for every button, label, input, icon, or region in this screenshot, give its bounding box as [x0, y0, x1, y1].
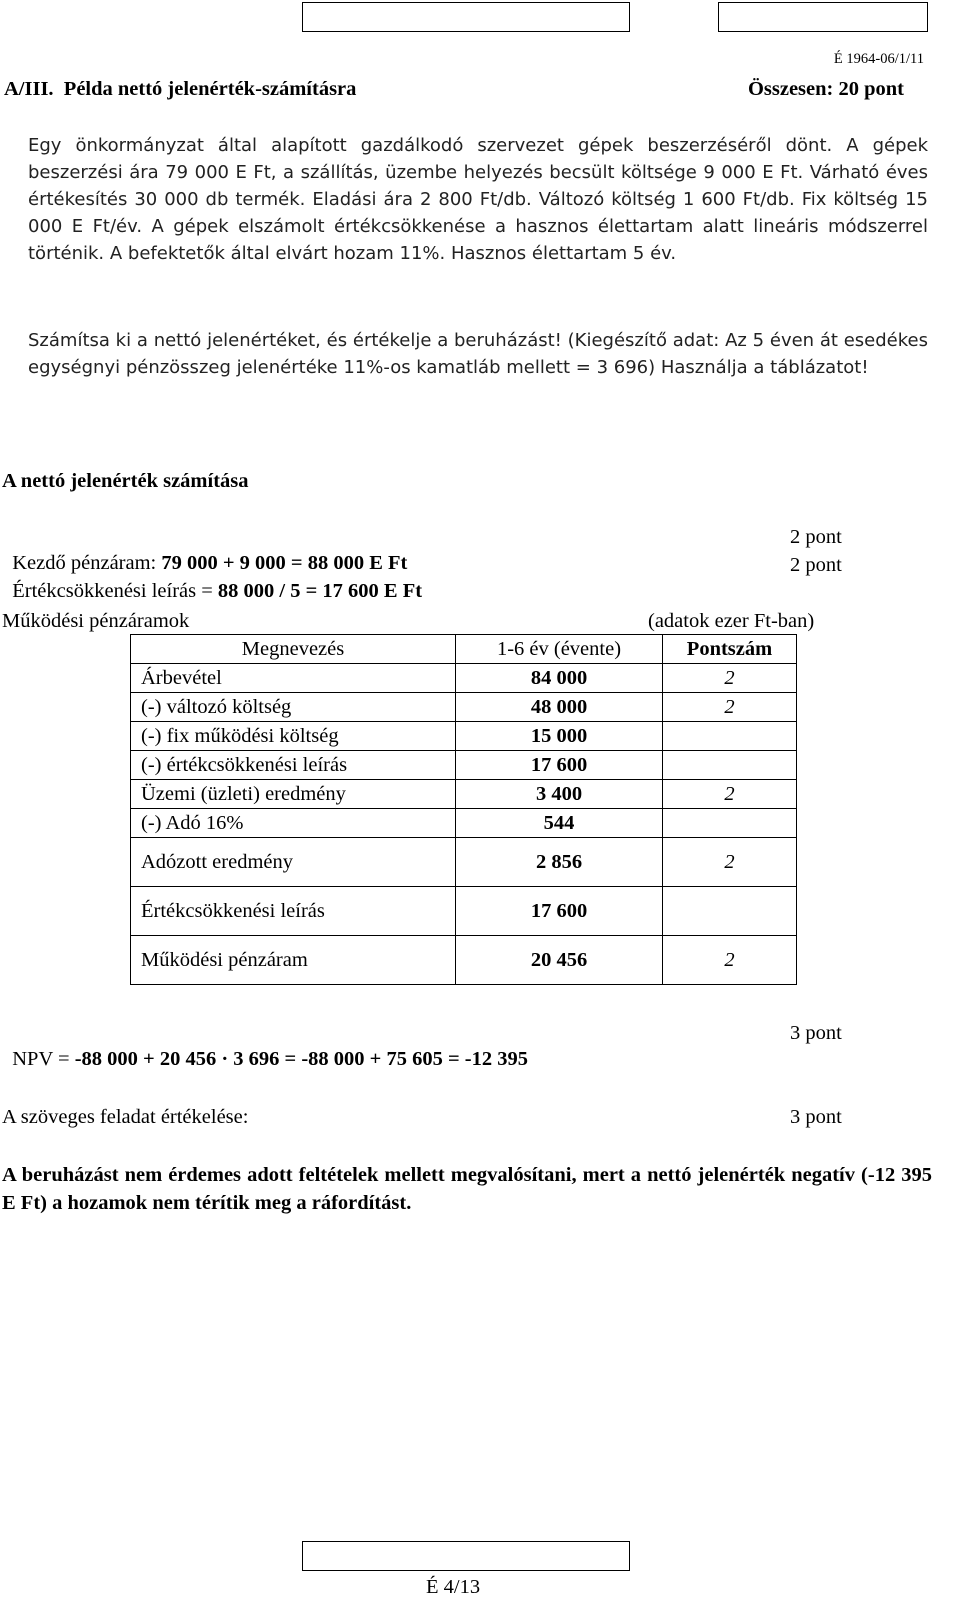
task-paragraph [28, 327, 928, 381]
row-value: 17 600 [456, 751, 663, 780]
depreciation-value: 88 000 / 5 = 17 600 E Ft [217, 580, 423, 602]
row-points: 2 [663, 780, 797, 809]
row-value: 3 400 [456, 780, 663, 809]
table-row [131, 809, 797, 838]
initial-cashflow-label: Kezdő pénzáram: [12, 552, 162, 574]
row-points [663, 722, 797, 751]
table-row [131, 664, 797, 693]
row-name: (-) fix működési költség [131, 722, 456, 751]
depreciation-line [2, 552, 422, 604]
npv-line [2, 1020, 528, 1072]
page-number: É 4/13 [426, 1576, 481, 1598]
row-name: Adózott eredmény [131, 838, 456, 887]
depreciation-label: Értékcsökkenési leírás = [12, 580, 218, 602]
operating-cashflow-table [130, 634, 797, 985]
footer-box [302, 1541, 630, 1571]
solution-heading: A nettó jelenérték számítása [2, 470, 249, 492]
problem-paragraph [28, 132, 928, 267]
row-name: Működési pénzáram [131, 936, 456, 985]
evaluation-label: A szöveges feladat értékelése: [2, 1106, 249, 1128]
task-text: Számítsa ki a nettó jelenértéket, és értékelje a beruházást! (Kiegészítő adat: Az 5 éven át esedékes egységnyi pénzösszeg jelenértéke 11%-os kamatláb mellett = 3 696) Használja a táblázatot! [28, 330, 928, 378]
table-header-row [131, 635, 797, 664]
row-value: 20 456 [456, 936, 663, 985]
operating-cashflows-label: Működési pénzáramok [2, 610, 190, 632]
row-value: 48 000 [456, 693, 663, 722]
evaluation-points: 3 pont [790, 1106, 842, 1128]
row-points: 2 [663, 838, 797, 887]
header-box-left [302, 2, 630, 32]
row-points [663, 887, 797, 936]
table-row [131, 936, 797, 985]
header-box-right [718, 2, 928, 32]
conclusion-text: A beruházást nem érdemes adott feltételek mellett megvalósítani, mert a nettó jelenérték negatív (-12 395 E Ft) a hozamok nem térítik meg a ráfordítást. [2, 1164, 932, 1214]
data-unit-note: (adatok ezer Ft-ban) [648, 610, 815, 632]
row-name: Üzemi (üzleti) eredmény [131, 780, 456, 809]
row-points: 2 [663, 664, 797, 693]
row-points: 2 [663, 936, 797, 985]
table-row [131, 722, 797, 751]
row-points [663, 751, 797, 780]
section-title: A/III. Példa nettó jelenérték-számításra [4, 78, 357, 100]
depreciation-points: 2 pont [790, 554, 842, 576]
row-points: 2 [663, 693, 797, 722]
table-row [131, 780, 797, 809]
row-name: (-) Adó 16% [131, 809, 456, 838]
row-name: (-) változó költség [131, 693, 456, 722]
row-name: (-) értékcsökkenési leírás [131, 751, 456, 780]
npv-value: -88 000 + 20 456 · 3 696 = -88 000 + 75 605 = -12 395 [74, 1048, 528, 1070]
row-value: 15 000 [456, 722, 663, 751]
row-value: 17 600 [456, 887, 663, 936]
table-row [131, 693, 797, 722]
total-points: Összesen: 20 pont [747, 78, 904, 100]
problem-text: Egy önkormányzat által alapított gazdálkodó szervezet gépek beszerzéséről dönt. A gépek beszerzési ára 79 000 E Ft, a szállítás, üzembe helyezés becsült költsége 9 000 E Ft. Várható éves értékesítés 30 000 db termék. Eladási ára 2 800 Ft/db. Változó költség 1 600 Ft/db. Fix költség 15 000 E Ft/év. A gépek elszámolt értékcsökkenése a hasznos élettartam alatt lineáris módszerrel történik. A befektetők által elvárt hozam 11%. Hasznos élettartam 5 év. [28, 135, 928, 264]
document-code: É 1964-06/1/11 [833, 51, 924, 67]
initial-cashflow-value: 79 000 + 9 000 = 88 000 E Ft [161, 552, 408, 574]
header-points: Pontszám [663, 635, 797, 664]
row-value: 2 856 [456, 838, 663, 887]
table-row [131, 751, 797, 780]
initial-cashflow-points: 2 pont [790, 526, 842, 548]
row-name: Árbevétel [131, 664, 456, 693]
npv-label: NPV = [12, 1048, 75, 1070]
table-row [131, 887, 797, 936]
npv-points: 3 pont [790, 1022, 842, 1044]
row-name: Értékcsökkenési leírás [131, 887, 456, 936]
row-value: 544 [456, 809, 663, 838]
table-row [131, 838, 797, 887]
row-points [663, 809, 797, 838]
header-name: Megnevezés [131, 635, 456, 664]
header-years: 1-6 év (évente) [456, 635, 663, 664]
row-value: 84 000 [456, 664, 663, 693]
